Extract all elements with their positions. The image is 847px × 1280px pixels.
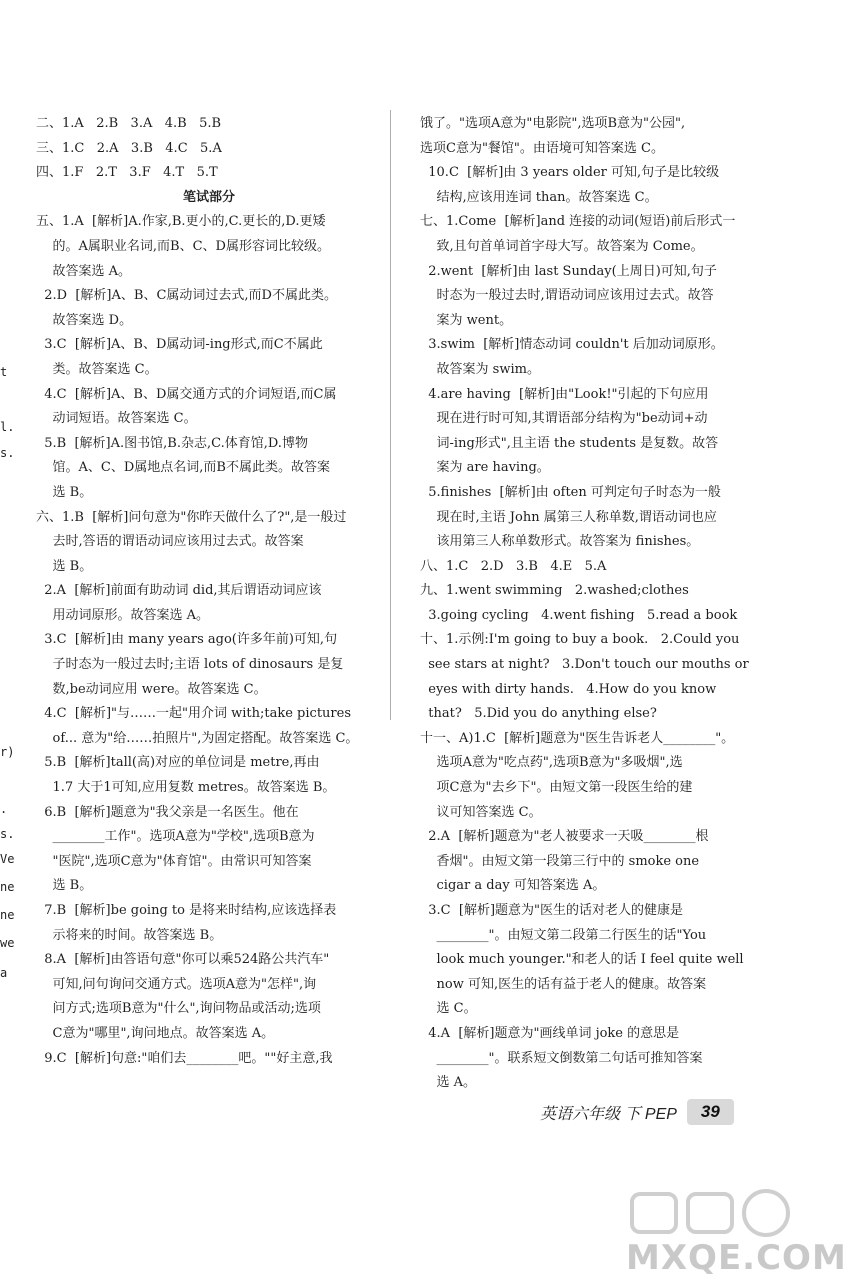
left-column xyxy=(36,112,382,1071)
text-line: 5.B [解析]tall(高)对应的单位词是 metre,再由 xyxy=(36,755,320,771)
text-line: 选项A意为"吃点药",选项B意为"多吸烟",选 xyxy=(420,755,683,771)
text-line: 选 B。 xyxy=(36,484,93,500)
text-line: 4.C [解析]"与……一起"用介词 with;take pictures xyxy=(36,706,351,722)
text-line: 4.are having [解析]由"Look!"引起的下句应用 xyxy=(420,386,709,402)
text-line: 香烟"。由短文第一段第三行中的 smoke one xyxy=(420,853,700,869)
margin-fragment: a xyxy=(0,966,8,980)
text-line: ________"。联系短文倒数第二句话可推知答案 xyxy=(420,1050,703,1066)
text-line: 八、1.C 2.D 3.B 4.E 5.A xyxy=(420,558,607,574)
text-line: 选 B。 xyxy=(36,558,93,574)
margin-fragment: s. xyxy=(0,827,15,841)
right-column xyxy=(420,112,772,1096)
text-line: 5.B [解析]A.图书馆,B.杂志,C.体育馆,D.博物 xyxy=(36,435,308,451)
text-line: cigar a day 可知答案选 A。 xyxy=(420,878,606,894)
text-line: 8.A [解析]由答语句意"你可以乘524路公共汽车" xyxy=(36,952,330,968)
text-line: 10.C [解析]由 3 years older 可知,句子是比较级 xyxy=(420,165,720,181)
text-line: 十、1.示例:I'm going to buy a book. 2.Could you xyxy=(420,632,740,648)
text-line: now 可知,医生的话有益于老人的健康。故答案 xyxy=(420,976,707,992)
text-line: 9.C [解析]句意:"咱们去________吧。""好主意,我 xyxy=(36,1050,333,1066)
text-line: 九、1.went swimming 2.washed;clothes xyxy=(420,583,689,599)
text-line: 3.swim [解析]情态动词 couldn't 后加动词原形。 xyxy=(420,337,724,353)
text-line: 词-ing形式",且主语 the students 是复数。故答 xyxy=(420,435,719,451)
text-line: 5.finishes [解析]由 often 可判定句子时态为一般 xyxy=(420,484,721,500)
footer-label: 英语六年级 下 PEP xyxy=(540,1105,677,1123)
text-line: 选 A。 xyxy=(420,1075,477,1091)
text-line: "医院",选项C意为"体育馆"。由常识可知答案 xyxy=(36,853,312,869)
text-line: 子时态为一般过去时;主语 lots of dinosaurs 是复 xyxy=(36,657,344,673)
text-line: ________"。由短文第二段第二行医生的话"You xyxy=(420,927,707,943)
text-line: look much younger."和老人的话 I feel quite well xyxy=(420,952,744,968)
text-line: 议可知答案选 C。 xyxy=(420,804,542,820)
text-line: 结构,应该用连词 than。故答案选 C。 xyxy=(420,189,658,205)
text-line: 6.B [解析]题意为"我父亲是一名医生。他在 xyxy=(36,804,299,820)
margin-fragment: Ve xyxy=(0,852,15,866)
text-line: 去时,答语的谓语动词应该用过去式。故答案 xyxy=(36,534,304,550)
margin-fragment: ne xyxy=(0,880,15,894)
text-line: 项C意为"去乡下"。由短文第一段医生给的建 xyxy=(420,780,693,796)
text-line: 3.C [解析]由 many years ago(许多年前)可知,句 xyxy=(36,632,338,648)
margin-fragment: ne xyxy=(0,908,15,922)
text-line: 2.A [解析]题意为"老人被要求一天吸________根 xyxy=(420,829,709,845)
margin-fragment: t xyxy=(0,365,8,379)
text-line: eyes with dirty hands. 4.How do you know xyxy=(420,681,717,697)
text-line: 3.going cycling 4.went fishing 5.read a book xyxy=(420,607,738,623)
text-line: 二、1.A 2.B 3.A 4.B 5.B xyxy=(36,116,222,131)
text-line: 致,且句首单词首字母大写。故答案为 Come。 xyxy=(420,238,704,254)
text-line: see stars at night? 3.Don't touch our mouths or xyxy=(420,657,749,673)
page-footer xyxy=(540,1097,734,1127)
text-line: 类。故答案选 C。 xyxy=(36,361,158,377)
text-line: ________工作"。选项A意为"学校",选项B意为 xyxy=(36,829,315,845)
text-line: 选 B。 xyxy=(36,878,93,894)
text-line: 选项C意为"餐馆"。由语境可知答案选 C。 xyxy=(420,140,664,156)
text-line: 七、1.Come [解析]and 连接的动词(短语)前后形式一 xyxy=(420,214,736,230)
text-line: 馆。A、C、D属地点名词,而B不属此类。故答案 xyxy=(36,460,330,476)
margin-fragment: r) xyxy=(0,745,15,759)
text-line: 笔试部分 xyxy=(182,189,235,205)
text-line: 4.C [解析]A、B、D属交通方式的介词短语,而C属 xyxy=(36,386,337,402)
text-line: 问方式;选项B意为"什么",询问物品或活动;选项 xyxy=(36,1001,321,1017)
text-line: of... 意为"给……拍照片",为固定搭配。故答案选 C。 xyxy=(36,730,359,746)
text-line: that? 5.Did you do anything else? xyxy=(420,706,657,722)
text-line: 2.went [解析]由 last Sunday(上周日)可知,句子 xyxy=(420,263,717,279)
margin-fragment: l. xyxy=(0,420,15,434)
text-line: 五、1.A [解析]A.作家,B.更小的,C.更长的,D.更矮 xyxy=(36,214,326,230)
text-line: 1.7 大于1可知,应用复数 metres。故答案选 B。 xyxy=(36,780,336,796)
text-line: 六、1.B [解析]问句意为"你昨天做什么了?",是一般过 xyxy=(36,509,347,525)
text-line: C意为"哪里",询问地点。故答案选 A。 xyxy=(36,1025,275,1041)
watermark-logo xyxy=(626,1186,806,1240)
text-line: 3.C [解析]题意为"医生的话对老人的健康是 xyxy=(420,903,684,918)
text-line: 故答案选 A。 xyxy=(36,263,132,279)
margin-fragment: . xyxy=(0,802,8,816)
text-line: 的。A属职业名词,而B、C、D属形容词比较级。 xyxy=(36,238,330,254)
text-line: 用动词原形。故答案选 A。 xyxy=(36,607,210,623)
text-line: 7.B [解析]be going to 是将来时结构,应该选择表 xyxy=(36,903,337,918)
text-line: 数,be动词应用 were。故答案选 C。 xyxy=(36,681,267,697)
text-line: 示将来的时间。故答案选 B。 xyxy=(36,927,223,943)
text-line: 故答案选 D。 xyxy=(36,312,133,328)
text-line: 时态为一般过去时,谓语动词应该用过去式。故答 xyxy=(420,288,714,304)
text-line: 可知,问句询问交通方式。选项A意为"怎样",询 xyxy=(36,976,317,992)
text-line: 案为 are having。 xyxy=(420,460,550,476)
text-line: 现在时,主语 John 属第三人称单数,谓语动词也应 xyxy=(420,509,717,525)
text-line: 十一、A)1.C [解析]题意为"医生告诉老人________"。 xyxy=(420,730,735,746)
page-number-badge: 39 xyxy=(687,1099,734,1125)
text-line: 3.C [解析]A、B、D属动词-ing形式,而C不属此 xyxy=(36,337,323,353)
text-line: 2.A [解析]前面有助动词 did,其后谓语动词应该 xyxy=(36,583,322,599)
text-line: 案为 went。 xyxy=(420,312,513,328)
column-divider xyxy=(390,110,391,720)
text-line: 2.D [解析]A、B、C属动词过去式,而D不属此类。 xyxy=(36,288,337,304)
text-line: 三、1.C 2.A 3.B 4.C 5.A xyxy=(36,140,222,156)
margin-fragment: s. xyxy=(0,446,15,460)
text-line: 故答案为 swim。 xyxy=(420,361,540,377)
watermark-text: MXQE.COM xyxy=(626,1238,847,1278)
text-line: 现在进行时可知,其谓语部分结构为"be动词+动 xyxy=(420,411,708,427)
margin-fragment: we xyxy=(0,936,15,950)
text-line: 选 C。 xyxy=(420,1001,477,1017)
text-line: 该用第三人称单数形式。故答案为 finishes。 xyxy=(420,534,700,550)
text-line: 动词短语。故答案选 C。 xyxy=(36,411,197,427)
text-line: 4.A [解析]题意为"画线单词 joke 的意思是 xyxy=(420,1025,680,1041)
text-line: 四、1.F 2.T 3.F 4.T 5.T xyxy=(36,165,218,181)
text-line: 饿了。"选项A意为"电影院",选项B意为"公园", xyxy=(420,116,686,131)
